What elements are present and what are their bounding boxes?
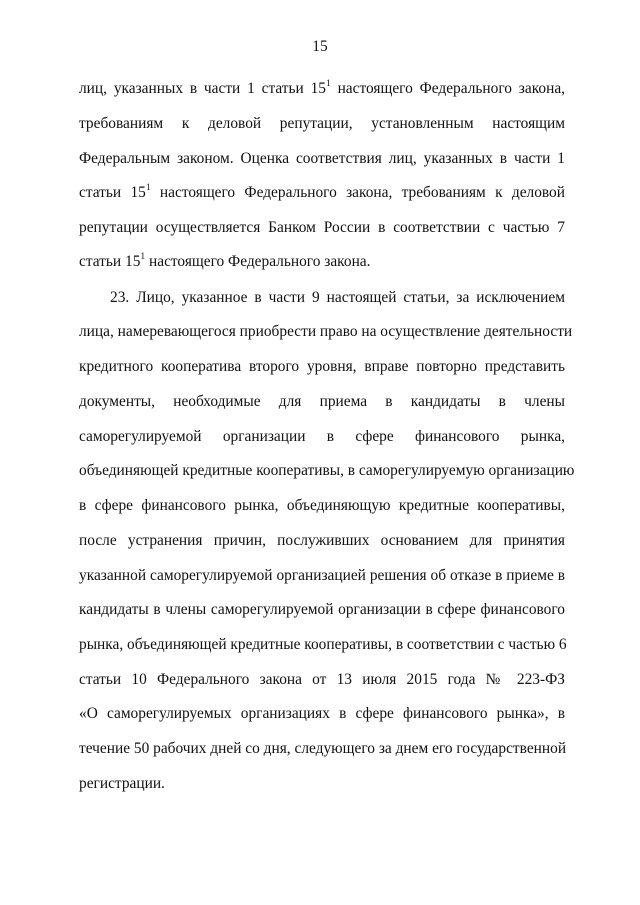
text-line: течение 50 рабочих дней со дня, следующего за днем его государственной [79, 740, 567, 757]
text-line: статьи 10 Федерального закона от 13 июля 2015 года № 223-ФЗ [79, 671, 565, 688]
text-line: лиц, указанных в части 1 статьи $15^1$ настоящего Федерального закона, [79, 78, 566, 97]
text-line: 23. Лицо, указанное в части 9 настоящей статьи, за исключением [110, 289, 565, 306]
superscript: 1 [145, 182, 151, 193]
text-line: рынка, объединяющей кредитные кооперативы, в соответствии с частью 6 [79, 636, 567, 653]
text-line: лица, намеревающегося приобрести право на осуществление деятельности [79, 323, 573, 340]
superscript: 1 [326, 78, 331, 89]
page-number: 15 [312, 38, 328, 55]
superscript: 1 [140, 251, 146, 262]
text-line: статьи $15^1$ настоящего Федерального закона. [79, 251, 371, 270]
text-line: кредитного кооператива второго уровня, вправе повторно представить [79, 358, 565, 375]
text-line: репутации осуществляется Банком России в соответствии с частью 7 [79, 219, 565, 236]
text-line: регистрации. [79, 775, 165, 792]
text-line: после устранения причин, послуживших основанием для принятия [79, 532, 565, 549]
text-line: саморегулируемой организации в сфере финансового рынка, [79, 428, 565, 445]
text-line: объединяющей кредитные кооперативы, в саморегулируемую организацию [79, 462, 575, 479]
text-line: Федеральным законом. Оценка соответствия лиц, указанных в части 1 [79, 150, 565, 167]
text-line: статьи $15^1$ настоящего Федерального закона, требованиям к деловой [79, 182, 565, 201]
text-line: документы, необходимые для приема в кандидаты в члены [79, 393, 565, 410]
text-line: указанной саморегулируемой организацией решения об отказе в приеме в [79, 567, 565, 584]
text-line: требованиям к деловой репутации, установленным настоящим [79, 115, 565, 132]
text-line: «О саморегулируемых организациях в сфере финансового рынка», в [79, 705, 565, 722]
text-line: кандидаты в члены саморегулируемой организации в сфере финансового [79, 601, 565, 618]
text-line: в сфере финансового рынка, объединяющую кредитные кооперативы, [79, 497, 565, 514]
